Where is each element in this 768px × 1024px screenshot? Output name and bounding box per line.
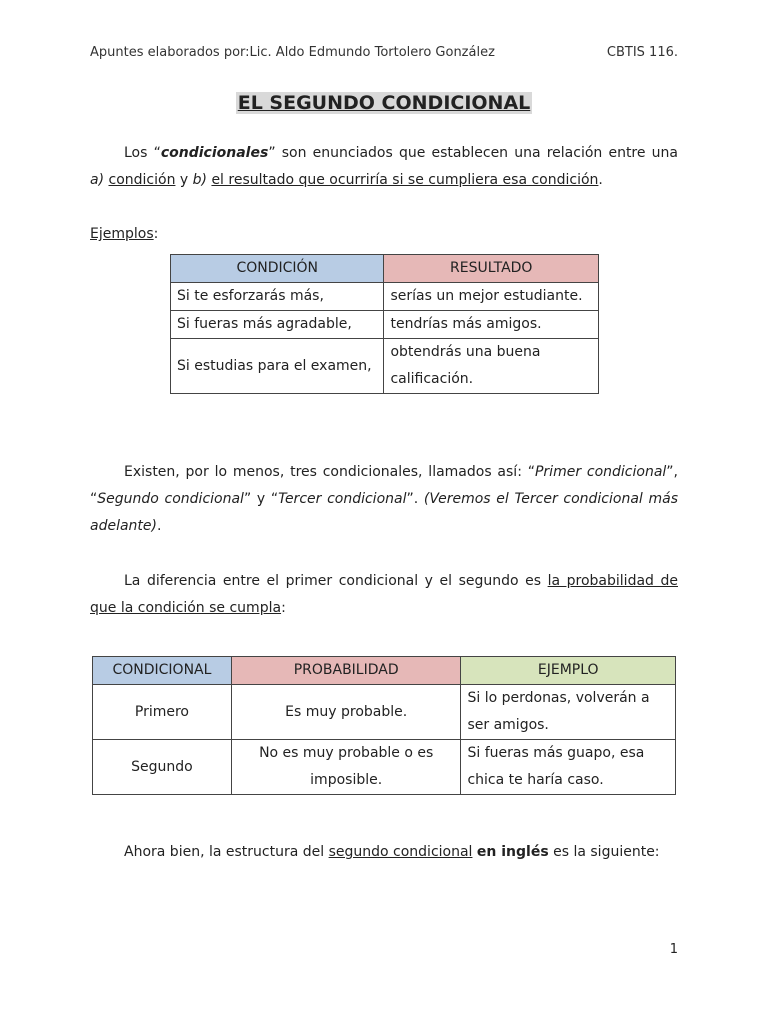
- header-condicional: CONDICIONAL: [93, 657, 232, 685]
- para2-segundo: Segundo condicional: [97, 491, 244, 507]
- intro-condicion: condición: [108, 172, 176, 188]
- para4-text-1: Ahora bien, la estructura del: [124, 844, 329, 860]
- intro-b-label: b): [192, 172, 207, 188]
- intro-and: y: [175, 172, 193, 188]
- para4-underlined: segundo condicional: [328, 844, 473, 860]
- table-cell: Si estudias para el examen,: [171, 339, 384, 394]
- examples-table: [170, 254, 599, 394]
- header-ejemplo: EJEMPLO: [461, 657, 676, 685]
- examples-table-header: [171, 255, 599, 283]
- header-school: CBTIS 116.: [606, 45, 678, 60]
- page-title-text: EL SEGUNDO CONDICIONAL: [237, 92, 531, 114]
- table-cell: obtendrás una buena calificación.: [384, 339, 599, 394]
- para2-veremos: (Veremos el Tercer condicional más adelante): [90, 491, 678, 534]
- table-row: [171, 283, 599, 311]
- table-row: [93, 740, 676, 795]
- intro-paragraph: [90, 140, 678, 194]
- examples-heading: [90, 221, 678, 248]
- table-cell: Si te esforzarás más,: [171, 283, 384, 311]
- table-cell: No es muy probable o es imposible.: [231, 740, 461, 795]
- intro-end: .: [598, 172, 603, 188]
- table-cell: serías un mejor estudiante.: [384, 283, 599, 311]
- intro-a-label: a): [90, 172, 105, 188]
- para2-end: .: [157, 518, 162, 534]
- table-row: [171, 339, 599, 394]
- intro-bold-term: condicionales: [160, 145, 269, 161]
- table-cell: Si lo perdonas, volverán a ser amigos.: [461, 685, 676, 740]
- examples-label: Ejemplos: [90, 226, 154, 242]
- intro-resultado: el resultado que ocurriría si se cumpliera esa condición: [211, 172, 599, 188]
- conditionals-paragraph: [90, 459, 678, 540]
- table-cell: Si fueras más agradable,: [171, 311, 384, 339]
- examples-colon: :: [153, 226, 159, 242]
- para3-end: :: [281, 600, 286, 616]
- page-title: [0, 92, 768, 114]
- para2-tercer: Tercer condicional: [278, 491, 407, 507]
- intro-text-1: Los “: [124, 145, 161, 161]
- table-cell: Segundo: [93, 740, 232, 795]
- intro-text-2: ” son enunciados que establecen una relación entre una: [268, 145, 678, 161]
- header-author: Apuntes elaborados por:Lic. Aldo Edmundo Tortolero González: [90, 45, 495, 60]
- structure-paragraph: [90, 839, 678, 866]
- para2-text-4: ”.: [406, 491, 424, 507]
- para2-primer: Primer condicional: [534, 464, 667, 480]
- table-row: [171, 311, 599, 339]
- table-cell: tendrías más amigos.: [384, 311, 599, 339]
- table-cell: Es muy probable.: [231, 685, 461, 740]
- para3-text-1: La diferencia entre el primer condicional y el segundo es: [124, 573, 548, 589]
- page-number: 1: [669, 942, 678, 957]
- para4-bold: en inglés: [476, 844, 549, 860]
- header-resultado: RESULTADO: [384, 255, 599, 283]
- probability-table: [92, 656, 676, 795]
- header-condicion: CONDICIÓN: [171, 255, 384, 283]
- para2-text-3: ” y “: [243, 491, 279, 507]
- difference-paragraph: [90, 568, 678, 622]
- para3-underlined: la probabilidad de que la condición se cumpla: [90, 573, 678, 616]
- table-cell: Si fueras más guapo, esa chica te haría caso.: [461, 740, 676, 795]
- table-row: [93, 685, 676, 740]
- para2-text-2: ”, “: [90, 464, 678, 507]
- para4-text-2: es la siguiente:: [548, 844, 660, 860]
- probability-table-header: [93, 657, 676, 685]
- para2-text-1: Existen, por lo menos, tres condicionales, llamados así: “: [124, 464, 535, 480]
- header-probabilidad: PROBABILIDAD: [231, 657, 461, 685]
- table-cell: Primero: [93, 685, 232, 740]
